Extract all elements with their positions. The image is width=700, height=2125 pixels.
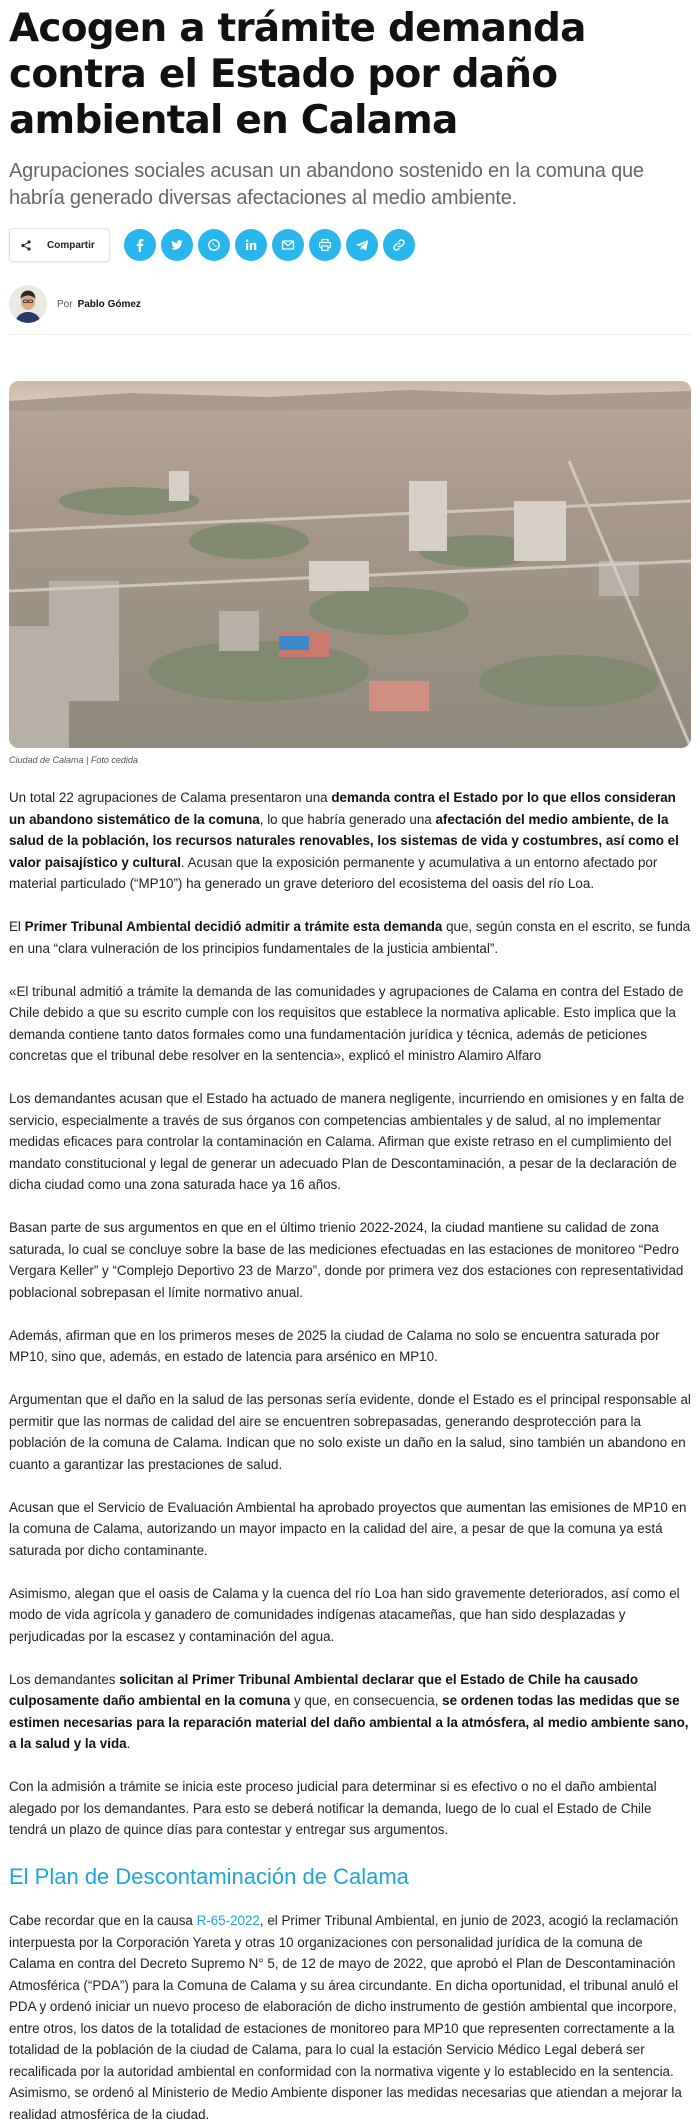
calama-city-aerial-image <box>9 381 691 748</box>
print-button[interactable] <box>309 229 341 261</box>
byline-prefix: Por <box>57 298 73 310</box>
paragraph-11: Con la admisión a trámite se inicia este proceso judicial para determinar si es efectivo o no el daño ambiental alegado por los demandantes. Para esto se deberá notificar la demanda, luego de lo cual el Estado de Chile tendrá un plazo de quince días para contestar y entregar sus argumentos. <box>9 1779 657 1837</box>
email-share-button[interactable] <box>272 229 304 261</box>
paragraph-7: Argumentan que el daño en la salud de las personas sería evidente, donde el Estado es el principal responsable al permitir que las normas de calidad del aire se encuentren sobrepasadas, generando desprotección para la población de la comuna de Calama. Indican que no solo existe un daño en la salud, sino también un abandono en cuanto a garantizar las prestaciones de salud. <box>9 1392 691 1472</box>
paragraph-10: Los demandantes solicitan al Primer Tribunal Ambiental declarar que el Estado de Chile ha causado culposamente daño ambiental en la comuna y que, en consecuencia, se ordenen todas las medidas que se estimen necesarias para la reparación material del daño ambiental a la atmósfera, al medio ambiente sano, a la salud y la vida. <box>9 1671 689 1751</box>
facebook-share-button[interactable] <box>124 229 156 261</box>
linkedin-icon <box>244 238 258 252</box>
linkedin-share-button[interactable] <box>235 229 267 261</box>
author-name[interactable]: Pablo Gómez <box>77 298 141 310</box>
twitter-icon <box>170 238 184 252</box>
share-label: Compartir <box>47 239 95 251</box>
link-icon <box>392 238 406 252</box>
author-avatar[interactable] <box>9 285 47 323</box>
email-icon <box>281 238 295 252</box>
social-share-buttons <box>124 229 415 261</box>
whatsapp-share-button[interactable] <box>198 229 230 261</box>
print-icon <box>318 238 332 252</box>
byline <box>9 284 691 324</box>
facebook-icon <box>133 238 147 252</box>
subtitle: Agrupaciones sociales acusan un abandono sostenido en la comuna que habría generado diversas afectaciones al medio ambiente. <box>9 160 644 209</box>
paragraph-3: «El tribunal admitió a trámite la demanda de las comunidades y agrupaciones de Calama en contra del Estado de Chile debido a que su escrito cumple con los requisitos que establece la normativa aplicable. Esto implica que la demanda contiene tanto datos formales como una fundamentación jurídica y técnica, además de peticiones concretas que el tribunal debe resolver en la sentencia», explicó el ministro Alamiro Alfaro <box>9 983 684 1063</box>
paragraph-2: El Primer Tribunal Ambiental decidió admitir a trámite esta demanda que, según consta en el escrito, se funda en una “clara vulneración de los principios fundamentales de la justicia ambiental”. <box>9 919 691 956</box>
share-button[interactable] <box>9 228 110 262</box>
case-link[interactable]: R-65-2022 <box>196 1913 260 1928</box>
telegram-share-button[interactable] <box>346 229 378 261</box>
article-photo <box>9 381 691 748</box>
paragraph-9: Asimismo, alegan que el oasis de Calama y la cuenca del río Loa han sido gravemente deteriorados, así como el modo de vida agrícola y ganadero de comunidades indígenas atacameñas, que han sido desplazadas y perjudicadas por la escasez y contaminación del agua. <box>9 1585 680 1644</box>
share-icon <box>21 240 31 251</box>
section-heading: El Plan de Descontaminación de Calama <box>9 1864 409 1889</box>
article-body <box>9 787 691 2125</box>
headline: Acogen a trámite demanda contra el Estado por daño ambiental en Calama <box>9 6 586 143</box>
twitter-share-button[interactable] <box>161 229 193 261</box>
copy-link-button[interactable] <box>383 229 415 261</box>
paragraph-1: Un total 22 agrupaciones de Calama presentaron una demanda contra el Estado por lo que ellos consideran un abandono sistemático de la comuna, lo que habría generado una afectación del medio ambiente, de la salud de la población, los recursos naturales renovables, los sistemas de vida y costumbres, así como el valor paisajístico y cultural. Acusan que la exposición permanente y acumulativa a un entorno afectado por material particulado (“MP10”) ha generado un grave deterioro del ecosistema del oasis del río Loa. <box>9 790 679 891</box>
telegram-icon <box>355 238 369 252</box>
divider <box>9 334 691 335</box>
photo-caption: Ciudad de Calama | Foto cedida <box>9 755 138 765</box>
paragraph-5: Basan parte de sus argumentos en que en el último trienio 2022-2024, la ciudad mantiene su calidad de zona saturada, lo cual se concluye sobre la base de las mediciones efectuadas en las estaciones de monitoreo “Pedro Vergara Keller” y “Complejo Deportivo 23 de Marzo”, donde por primera vez dos estaciones con representatividad poblacional sobrepasan el límite normativo anual. <box>9 1220 684 1300</box>
whatsapp-icon <box>207 238 221 252</box>
share-bar <box>9 228 691 262</box>
paragraph-4: Los demandantes acusan que el Estado ha actuado de manera negligente, incurriendo en omisiones y en falta de servicio, especialmente a través de sus órganos con competencias ambientales y de salud, al no implementar medidas eficaces para controlar la contaminación en Calama. Afirman que existe retraso en el cumplimiento del mandato constitucional y legal de generar un adecuado Plan de Descontaminación, a pesar de la declaración de dicha ciudad como una zona saturada hace ya 16 años. <box>9 1091 685 1192</box>
paragraph-8: Acusan que el Servicio de Evaluación Ambiental ha aprobado proyectos que aumentan las emisiones de MP10 en la comuna de Calama, autorizando un mayor impacto en la calidad del aire, a pesar de que la comuna ya está saturada por dicho contaminante. <box>9 1499 687 1558</box>
paragraph-6: Además, afirman que en los primeros meses de 2025 la ciudad de Calama no solo se encuentra saturada por MP10, sino que, además, en estado de latencia para arsénico en MP10. <box>9 1327 660 1364</box>
author-photo <box>9 285 47 323</box>
paragraph-12: Cabe recordar que en la causa R-65-2022, el Primer Tribunal Ambiental, en junio de 2023, acogió la reclamación interpuesta por la Corporación Yareta y otras 10 organizaciones con personalidad jurídica de la comuna de Calama en contra del Decreto Supremo N° 5, de 12 de mayo de 2022, que aprobó el Plan de Descontaminación Atmosférica (“PDA”) para la Comuna de Calama y su área circundante. En dicha oportunidad, el tribunal anuló el PDA y ordenó iniciar un nuevo proceso de elaboración de dicho instrumento de gestión ambiental que incorpore, entre otros, los datos de la totalidad de estaciones de monitoreo para MP10 que representen correctamente a la totalidad de la población de la ciudad de Calama, para lo cual la estación Servicio Médico Legal deberá ser recalificada por la autoridad ambiental en conformidad con la normativa vigente y lo establecido en la sentencia. Asimismo, se ordenó al Ministerio de Medio Ambiente disponer las medidas necesarias que atiendan a mejorar la realidad atmosférica de la ciudad. <box>9 1913 682 2122</box>
